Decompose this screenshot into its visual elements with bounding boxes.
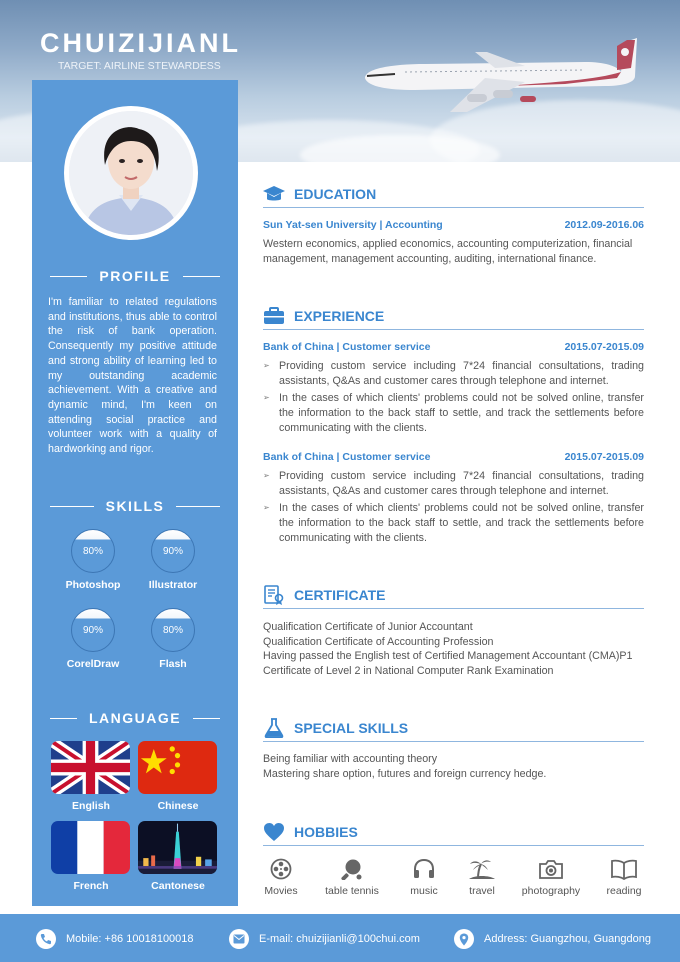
camera-icon: [538, 858, 564, 880]
special-skills-heading: SPECIAL SKILLS: [263, 718, 644, 742]
profile-text: I'm familiar to related regulations and institutions, thus able to control the risk of bank operation. Consequently my positive attitude and strong ability of learning led to my outstanding academic achievement. With a creative and dynamic mind, I'm keen on attending social practice and volunteer work with a quality of hardworking and rigor.: [48, 296, 217, 456]
list-item: Mastering share option, futures and foreign currency hedge.: [263, 767, 547, 780]
footer-address: [454, 929, 651, 949]
hobbies-heading: HOBBIES: [263, 822, 644, 846]
experience-heading: EXPERIENCE: [263, 306, 644, 330]
ping-pong-icon: [341, 858, 363, 880]
skill-level: 90%: [71, 608, 115, 652]
portrait-image: [69, 111, 193, 235]
list-item: ➢ Providing custom service including 7*24 financial consultations, trading assistants, Q&As and customer cares through telephone and internet.: [263, 359, 644, 388]
hobby-movies: [263, 858, 299, 897]
certificate-heading: CERTIFICATE: [263, 585, 644, 609]
mail-icon: [233, 934, 245, 944]
experience-row-1: [263, 341, 644, 353]
skill-level: 80%: [71, 529, 115, 573]
list-item: Having passed the English test of Certified Management Accountant (CMA)P1: [263, 650, 633, 663]
hobby-photography: [519, 858, 583, 897]
language-label: Cantonese: [151, 880, 205, 892]
hobby-label: Movies: [264, 885, 298, 897]
address-text: Address: Guangzhou, Guangdong: [484, 933, 651, 945]
job-period: 2015.07-2015.09: [564, 451, 644, 463]
hobby-label: music: [410, 885, 438, 897]
list-item: Qualification Certificate of Accounting Profession: [263, 635, 494, 648]
list-item: ➢ Providing custom service including 7*24 financial consultations, trading assistants, Q&As and customer cares through telephone and internet.: [263, 469, 644, 498]
language-english: [51, 741, 131, 812]
footer-email: [229, 929, 420, 949]
education-row: [263, 219, 644, 231]
mobile-text: Mobile: +86 10018100018: [66, 933, 194, 945]
palm-tree-icon: [469, 858, 495, 880]
book-icon: [611, 858, 637, 880]
hobby-label: reading: [606, 885, 642, 897]
candidate-name: CHUIZIJIANL: [40, 28, 241, 58]
skill-illustrator: [143, 529, 203, 591]
skill-photoshop: [63, 529, 123, 591]
skill-label: Photoshop: [65, 579, 121, 591]
education-period: 2012.09-2016.06: [564, 219, 644, 231]
language-chinese: [138, 741, 218, 812]
job-period: 2015.07-2015.09: [564, 341, 644, 353]
school-name: Sun Yat-sen University | Accounting: [263, 219, 443, 231]
experience-bullets-2: [263, 469, 644, 549]
education-description: Western economics, applied economics, accounting computerization, financial management, management accounting, auditing, international finance.: [263, 238, 633, 265]
hobby-reading: [604, 858, 644, 897]
job-target: TARGET: AIRLINE STEWARDESS: [58, 60, 221, 72]
language-heading: LANGUAGE: [50, 709, 220, 727]
employer-name: Bank of China | Customer service: [263, 451, 431, 463]
employer-name: Bank of China | Customer service: [263, 341, 431, 353]
headphones-icon: [412, 858, 436, 880]
skill-level: 80%: [151, 608, 195, 652]
experience-bullets-1: [263, 359, 644, 439]
phone-icon: [40, 933, 52, 945]
uk-flag-icon: [51, 741, 130, 794]
list-item: Certificate of Level 2 in National Computer Rank Examination: [263, 665, 554, 678]
heart-icon: [263, 822, 285, 842]
china-flag-icon: [138, 741, 217, 794]
france-flag-icon: [51, 821, 130, 874]
education-heading: EDUCATION: [263, 184, 644, 208]
language-cantonese: [138, 821, 218, 892]
footer-mobile: [36, 929, 194, 949]
sidebar: [32, 80, 238, 906]
hobby-table-tennis: [322, 858, 382, 897]
skill-flash: [143, 608, 203, 670]
skill-level: 90%: [151, 529, 195, 573]
list-item: Qualification Certificate of Junior Accountant: [263, 621, 473, 633]
skill-label: CorelDraw: [66, 658, 120, 670]
briefcase-icon: [263, 306, 285, 326]
list-item: ➢ In the cases of which clients' problems could not be solved online, transfer the information to the back staff to settle, and track the settlements before communicating with the clients.: [263, 391, 644, 435]
airplane-icon: [355, 20, 645, 120]
language-label: French: [73, 880, 109, 892]
list-item: Being familiar with accounting theory: [263, 753, 438, 765]
skill-label: Illustrator: [148, 579, 198, 591]
skill-coreldraw: [63, 608, 123, 670]
canton-tower-icon: [138, 821, 217, 874]
certificate-list: [263, 620, 644, 679]
special-skills-list: [263, 752, 644, 781]
list-item: ➢ In the cases of which clients' problems could not be solved online, transfer the information to the back staff to settle, and track the settlements before communicating with the clients.: [263, 501, 644, 545]
language-french: [51, 821, 131, 892]
hobby-label: travel: [469, 885, 495, 897]
hobby-music: [405, 858, 443, 897]
skill-label: Flash: [159, 658, 187, 670]
film-reel-icon: [270, 858, 292, 880]
skills-heading: SKILLS: [50, 497, 220, 515]
avatar: [64, 106, 198, 240]
location-pin-icon: [459, 933, 469, 946]
email-text: E-mail: chuizijianli@100chui.com: [259, 933, 420, 945]
profile-heading: PROFILE: [50, 267, 220, 285]
hobby-travel: [464, 858, 500, 897]
hobby-label: table tennis: [325, 885, 379, 897]
contact-footer: [0, 914, 680, 962]
language-label: Chinese: [157, 800, 199, 812]
hobby-label: photography: [521, 885, 581, 897]
flask-icon: [263, 718, 285, 738]
language-label: English: [72, 800, 110, 812]
certificate-icon: [263, 585, 285, 605]
experience-row-2: [263, 451, 644, 463]
graduation-cap-icon: [263, 184, 285, 204]
